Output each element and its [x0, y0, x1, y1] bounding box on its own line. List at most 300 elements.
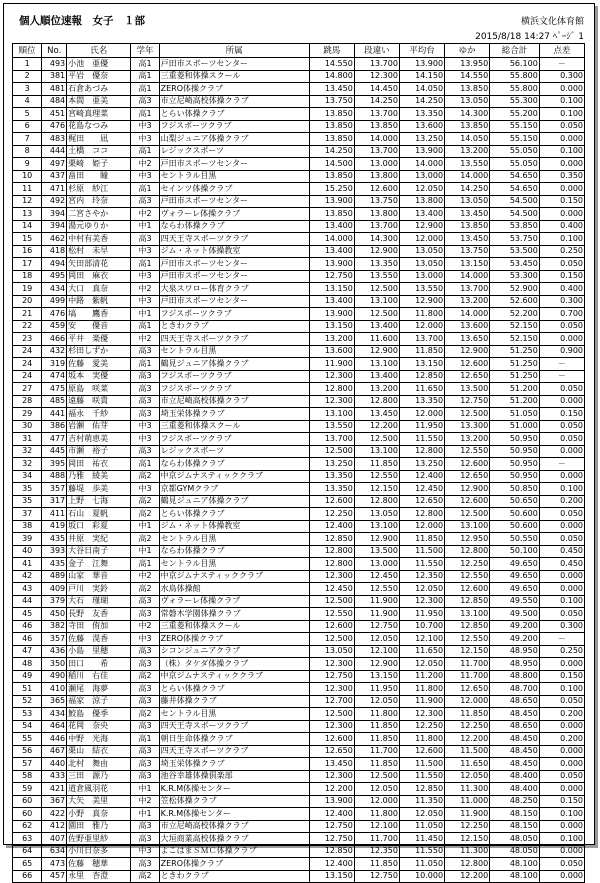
beam-cell: 13.250	[399, 133, 444, 146]
club-cell: 大垣商業高校体操クラブ	[159, 833, 309, 846]
floor-cell: 14.000	[445, 170, 490, 183]
floor-cell: 12.200	[445, 733, 490, 746]
beam-cell: 13.700	[399, 333, 444, 346]
table-row	[13, 520, 585, 533]
diff-cell: 0.000	[539, 570, 584, 583]
table-row	[13, 370, 585, 383]
rank-cell: 17	[13, 258, 42, 271]
grade-cell: 中3	[131, 270, 159, 283]
club-cell: 三重菱和体操スクール	[159, 620, 309, 633]
beam-cell: 11.450	[399, 833, 444, 846]
club-cell: 戸田市スポーツセンター	[159, 258, 309, 271]
grade-cell: 高1	[131, 320, 159, 333]
number-cell: 490	[42, 670, 67, 683]
name-cell: 宮内 玲奈	[67, 195, 131, 208]
col-floor-header: ゆか	[445, 44, 490, 58]
floor-cell: 13.600	[445, 320, 490, 333]
floor-cell: 13.850	[445, 120, 490, 133]
bars-cell: 12.750	[354, 620, 399, 633]
diff-cell: 0.100	[539, 833, 584, 846]
number-cell: 394	[42, 208, 67, 221]
club-cell: （株）タケダ体操クラブ	[159, 658, 309, 671]
total-cell: 51.250	[490, 358, 540, 371]
bars-cell: 12.000	[354, 795, 399, 808]
beam-cell: 12.600	[399, 745, 444, 758]
floor-cell: 14.000	[445, 270, 490, 283]
beam-cell: 11.650	[399, 645, 444, 658]
number-cell: 492	[42, 195, 67, 208]
diff-cell: －	[539, 58, 584, 71]
floor-cell: 12.800	[445, 545, 490, 558]
bars-cell: 12.900	[354, 533, 399, 546]
total-cell: 50.850	[490, 483, 540, 496]
club-cell: 戸田市スポーツセンター	[159, 295, 309, 308]
number-cell: 475	[42, 383, 67, 396]
table-row	[13, 695, 585, 708]
beam-cell: 10.000	[399, 870, 444, 883]
vault-cell: 13.850	[309, 108, 354, 121]
table-row	[13, 383, 585, 396]
beam-cell: 13.800	[399, 195, 444, 208]
number-cell: 432	[42, 345, 67, 358]
number-cell: 395	[42, 458, 67, 471]
vault-cell: 13.700	[309, 433, 354, 446]
grade-cell: 高3	[131, 770, 159, 783]
grade-cell: 高1	[131, 145, 159, 158]
diff-cell: 0.100	[539, 683, 584, 696]
club-cell: K.R.M体操センター	[159, 808, 309, 821]
name-cell: 藤堤 歩美	[67, 483, 131, 496]
floor-cell: 13.500	[445, 383, 490, 396]
grade-cell: 高3	[131, 645, 159, 658]
rank-cell: 46	[13, 633, 42, 646]
table-row	[13, 458, 585, 471]
number-cell: 474	[42, 370, 67, 383]
club-cell: ZERO体操クラブ	[159, 633, 309, 646]
rank-cell: 60	[13, 808, 42, 821]
number-cell: 477	[42, 433, 67, 446]
table-row	[13, 108, 585, 121]
bars-cell: 11.800	[354, 708, 399, 721]
vault-cell: 12.300	[309, 720, 354, 733]
club-cell: 四天王寺スポーツクラブ	[159, 745, 309, 758]
col-club-header: 所属	[159, 44, 309, 58]
vault-cell: 13.750	[309, 95, 354, 108]
number-cell: 382	[42, 620, 67, 633]
bars-cell: 12.550	[354, 470, 399, 483]
beam-cell: 11.650	[399, 383, 444, 396]
table-row	[13, 345, 585, 358]
table-row	[13, 670, 585, 683]
number-cell: 476	[42, 308, 67, 321]
bars-cell: 12.600	[354, 183, 399, 196]
vault-cell: 12.450	[309, 583, 354, 596]
bars-cell: 14.450	[354, 83, 399, 96]
bars-cell: 12.050	[354, 783, 399, 796]
total-cell: 48.050	[490, 845, 540, 858]
bars-cell: 13.400	[354, 370, 399, 383]
club-cell: 大泉スワロー体育クラブ	[159, 283, 309, 296]
floor-cell: 13.950	[445, 58, 490, 71]
vault-cell: 12.500	[309, 595, 354, 608]
beam-cell: 11.350	[399, 795, 444, 808]
diff-cell: 0.000	[539, 658, 584, 671]
bars-cell: 11.900	[354, 595, 399, 608]
grade-cell: 高3	[131, 95, 159, 108]
total-cell: 48.400	[490, 783, 540, 796]
grade-cell: 高3	[131, 408, 159, 421]
rank-cell: 19	[13, 283, 42, 296]
total-cell: 48.450	[490, 745, 540, 758]
number-cell: 485	[42, 395, 67, 408]
name-cell: 佐藤 愛美	[67, 358, 131, 371]
beam-cell: 13.150	[399, 358, 444, 371]
vault-cell: 13.900	[309, 195, 354, 208]
rank-cell: 38	[13, 520, 42, 533]
diff-cell: 0.450	[539, 558, 584, 571]
name-cell: 長野 友香	[67, 608, 131, 621]
number-cell: 457	[42, 870, 67, 883]
beam-cell: 12.650	[399, 495, 444, 508]
rank-cell: 66	[13, 870, 42, 883]
floor-cell: 12.600	[445, 458, 490, 471]
club-cell: ZERO体操クラブ	[159, 858, 309, 871]
table-row	[13, 445, 585, 458]
beam-cell: 12.000	[399, 520, 444, 533]
rank-cell: 24	[13, 358, 42, 371]
total-cell: 54.650	[490, 183, 540, 196]
col-number-header: No.	[42, 44, 67, 58]
floor-cell: 11.300	[445, 783, 490, 796]
floor-cell: 13.650	[445, 333, 490, 346]
diff-cell: 0.050	[539, 608, 584, 621]
diff-cell: －	[539, 633, 584, 646]
vault-cell: 14.500	[309, 158, 354, 171]
diff-cell: 0.200	[539, 708, 584, 721]
vault-cell: 13.150	[309, 870, 354, 883]
rank-cell: 35	[13, 483, 42, 496]
rank-cell: 6	[13, 120, 42, 133]
name-cell: 梶田 凪	[67, 133, 131, 146]
floor-cell: 13.100	[445, 608, 490, 621]
club-cell: 京都GYMクラブ	[159, 483, 309, 496]
grade-cell: 中2	[131, 570, 159, 583]
beam-cell: 11.500	[399, 545, 444, 558]
rank-cell: 54	[13, 720, 42, 733]
number-cell: 473	[42, 858, 67, 871]
diff-cell: 0.450	[539, 545, 584, 558]
beam-cell: 11.050	[399, 858, 444, 871]
diff-cell: 0.400	[539, 283, 584, 296]
table-row	[13, 508, 585, 521]
table-row	[13, 733, 585, 746]
table-row	[13, 170, 585, 183]
club-cell: セントラル目黒	[159, 533, 309, 546]
diff-cell: 0.100	[539, 595, 584, 608]
name-cell: 稲川 右佳	[67, 670, 131, 683]
diff-cell: 0.400	[539, 220, 584, 233]
table-row	[13, 833, 585, 846]
club-cell: 戸田市スポーツセンター	[159, 195, 309, 208]
beam-cell: 13.400	[399, 208, 444, 221]
rank-cell: 29	[13, 408, 42, 421]
vault-cell: 13.150	[309, 283, 354, 296]
floor-cell: 14.300	[445, 108, 490, 121]
name-cell: 石山 夏帆	[67, 508, 131, 521]
beam-cell: 11.050	[399, 820, 444, 833]
vault-cell: 13.050	[309, 645, 354, 658]
bars-cell: 12.100	[354, 645, 399, 658]
bars-cell: 13.700	[354, 108, 399, 121]
rank-cell: 35	[13, 495, 42, 508]
number-cell: 445	[42, 445, 67, 458]
number-cell: 365	[42, 695, 67, 708]
floor-cell: 12.150	[445, 833, 490, 846]
club-cell: フジスポーツクラブ	[159, 433, 309, 446]
rank-cell: 53	[13, 708, 42, 721]
total-cell: 54.650	[490, 170, 540, 183]
bars-cell: 13.800	[354, 170, 399, 183]
club-cell: レジックスポーツ	[159, 145, 309, 158]
name-cell: 寺田 侑加	[67, 620, 131, 633]
name-cell: 吉村萌恵美	[67, 433, 131, 446]
rank-cell: 48	[13, 658, 42, 671]
rank-cell: 14	[13, 220, 42, 233]
floor-cell: 12.500	[445, 508, 490, 521]
total-cell: 51.200	[490, 383, 540, 396]
floor-cell: 11.500	[445, 745, 490, 758]
table-row	[13, 258, 585, 271]
bars-cell: 13.050	[354, 508, 399, 521]
beam-cell: 10.700	[399, 620, 444, 633]
vault-cell: 12.300	[309, 570, 354, 583]
floor-cell: 13.450	[445, 208, 490, 221]
floor-cell: 12.550	[445, 570, 490, 583]
number-cell: 440	[42, 758, 67, 771]
name-cell: 岡田 祐衣	[67, 458, 131, 471]
grade-cell: 高1	[131, 70, 159, 83]
rank-cell: 8	[13, 145, 42, 158]
diff-cell: 0.000	[539, 820, 584, 833]
bars-cell: 12.900	[354, 245, 399, 258]
bars-cell: 11.700	[354, 745, 399, 758]
table-row	[13, 208, 585, 221]
grade-cell: 高1	[131, 108, 159, 121]
floor-cell: 12.000	[445, 695, 490, 708]
diff-cell: －	[539, 370, 584, 383]
rank-cell: 11	[13, 183, 42, 196]
vault-cell: 12.600	[309, 733, 354, 746]
number-cell: 435	[42, 533, 67, 546]
rank-cell: 30	[13, 420, 42, 433]
beam-cell: 13.900	[399, 145, 444, 158]
number-cell: 634	[42, 845, 67, 858]
diff-cell: 0.000	[539, 520, 584, 533]
grade-cell: 高1	[131, 358, 159, 371]
table-row	[13, 58, 585, 71]
beam-cell: 12.400	[399, 470, 444, 483]
total-cell: 55.300	[490, 95, 540, 108]
number-cell: 409	[42, 583, 67, 596]
floor-cell: 11.850	[445, 708, 490, 721]
vault-cell: 12.750	[309, 820, 354, 833]
total-cell: 49.200	[490, 620, 540, 633]
bars-cell: 13.700	[354, 145, 399, 158]
club-cell: 三重菱和体操スクール	[159, 420, 309, 433]
club-cell: 鶴見ジュニア体操クラブ	[159, 495, 309, 508]
rank-cell: 4	[13, 95, 42, 108]
beam-cell: 12.050	[399, 658, 444, 671]
rank-cell: 37	[13, 508, 42, 521]
table-row	[13, 470, 585, 483]
club-cell: ならわ体操クラブ	[159, 220, 309, 233]
total-cell: 50.950	[490, 470, 540, 483]
bars-cell: 13.800	[354, 208, 399, 221]
vault-cell: 13.350	[309, 483, 354, 496]
rank-cell: 10	[13, 170, 42, 183]
grade-cell: 中1	[131, 520, 159, 533]
rank-cell: 42	[13, 570, 42, 583]
grade-cell: 中3	[131, 433, 159, 446]
vault-cell: 13.100	[309, 408, 354, 421]
floor-cell: 13.750	[445, 245, 490, 258]
rank-cell: 16	[13, 245, 42, 258]
diff-cell: 0.000	[539, 395, 584, 408]
grade-cell: 中3	[131, 170, 159, 183]
number-cell: 410	[42, 683, 67, 696]
floor-cell: 13.050	[445, 195, 490, 208]
beam-cell: 13.250	[399, 458, 444, 471]
grade-cell: 高3	[131, 720, 159, 733]
bars-cell: 11.850	[354, 720, 399, 733]
beam-cell: 13.900	[399, 58, 444, 71]
grade-cell: 高3	[131, 858, 159, 871]
number-cell: 350	[42, 658, 67, 671]
name-cell: 大口 真奈	[67, 283, 131, 296]
rank-cell: 52	[13, 695, 42, 708]
bars-cell: 12.350	[354, 845, 399, 858]
rankings-table	[12, 43, 585, 883]
vault-cell: 13.450	[309, 758, 354, 771]
grade-cell: 高1	[131, 258, 159, 271]
diff-cell: 0.150	[539, 270, 584, 283]
number-cell: 407	[42, 833, 67, 846]
club-cell: セントラル目黒	[159, 170, 309, 183]
rank-cell: 28	[13, 395, 42, 408]
club-cell: 四天王寺スポーツクラブ	[159, 720, 309, 733]
bars-cell: 11.900	[354, 608, 399, 621]
floor-cell: 12.150	[445, 645, 490, 658]
bars-cell: 13.450	[354, 408, 399, 421]
beam-cell: 11.850	[399, 533, 444, 546]
number-cell: 381	[42, 70, 67, 83]
name-cell: 大谷日南子	[67, 545, 131, 558]
club-cell: フジスポーツクラブ	[159, 370, 309, 383]
total-cell: 48.950	[490, 658, 540, 671]
number-cell: 441	[42, 408, 67, 421]
vault-cell: 14.550	[309, 58, 354, 71]
bars-cell: 13.850	[354, 120, 399, 133]
diff-cell: 0.000	[539, 158, 584, 171]
table-row	[13, 133, 585, 146]
name-cell: 栗山 結衣	[67, 745, 131, 758]
vault-cell: 13.600	[309, 345, 354, 358]
grade-cell: 中1	[131, 545, 159, 558]
table-row	[13, 633, 585, 646]
rank-cell: 45	[13, 608, 42, 621]
vault-cell: 12.200	[309, 783, 354, 796]
club-cell: セインツ体操クラブ	[159, 183, 309, 196]
rank-cell: 47	[13, 645, 42, 658]
rank-cell: 21	[13, 308, 42, 321]
vault-cell: 14.800	[309, 70, 354, 83]
name-cell: 戸川 実鈴	[67, 583, 131, 596]
beam-cell: 12.800	[399, 445, 444, 458]
floor-cell: 12.600	[445, 583, 490, 596]
club-cell: 四天王寺スポーツクラブ	[159, 233, 309, 246]
total-cell: 50.550	[490, 533, 540, 546]
grade-cell: 中3	[131, 245, 159, 258]
rank-cell: 32	[13, 458, 42, 471]
beam-cell: 13.350	[399, 395, 444, 408]
diff-cell: 0.150	[539, 408, 584, 421]
beam-cell: 12.300	[399, 595, 444, 608]
beam-cell: 12.450	[399, 483, 444, 496]
beam-cell: 13.050	[399, 245, 444, 258]
rank-cell: 63	[13, 833, 42, 846]
grade-cell: 高3	[131, 683, 159, 696]
diff-cell: 0.100	[539, 483, 584, 496]
club-cell: 中京ジムナスティッククラブ	[159, 470, 309, 483]
grade-cell: 中2	[131, 333, 159, 346]
table-row	[13, 770, 585, 783]
vault-cell: 13.450	[309, 83, 354, 96]
rank-cell: 23	[13, 333, 42, 346]
beam-cell: 12.100	[399, 633, 444, 646]
name-cell: 小野 真奈	[67, 808, 131, 821]
club-cell: 戸田市スポーツセンター	[159, 270, 309, 283]
grade-cell: 中2	[131, 795, 159, 808]
name-cell: 井原 実紀	[67, 533, 131, 546]
name-cell: 岩瀬 佑芽	[67, 420, 131, 433]
vault-cell: 13.350	[309, 470, 354, 483]
number-cell: 418	[42, 245, 67, 258]
print-timestamp: 2015/8/18 14:27 ﾍﾟｰｼﾞ 1	[475, 32, 584, 42]
diff-cell: 0.000	[539, 133, 584, 146]
diff-cell: 0.200	[539, 495, 584, 508]
vault-cell: 12.500	[309, 708, 354, 721]
number-cell: 464	[42, 720, 67, 733]
grade-cell: 高3	[131, 695, 159, 708]
grade-cell: 高2	[131, 708, 159, 721]
club-cell: とらい体操クラブ	[159, 508, 309, 521]
club-cell: 中京ジムナスティッククラブ	[159, 570, 309, 583]
club-cell: シコンジュニアクラブ	[159, 645, 309, 658]
bars-cell: 13.100	[354, 445, 399, 458]
name-cell: 佐藤 穂華	[67, 858, 131, 871]
bars-cell: 12.500	[354, 283, 399, 296]
rank-cell: 1	[13, 58, 42, 71]
name-cell: 宮崎真理菜	[67, 108, 131, 121]
name-cell: 永里 杏澄	[67, 870, 131, 883]
bars-cell: 11.600	[354, 333, 399, 346]
bars-cell: 12.900	[354, 345, 399, 358]
table-row	[13, 358, 585, 371]
grade-cell: 高3	[131, 745, 159, 758]
rank-cell: 32	[13, 445, 42, 458]
number-cell: 434	[42, 708, 67, 721]
page-title: 個人順位速報 女子 １部	[19, 15, 145, 27]
